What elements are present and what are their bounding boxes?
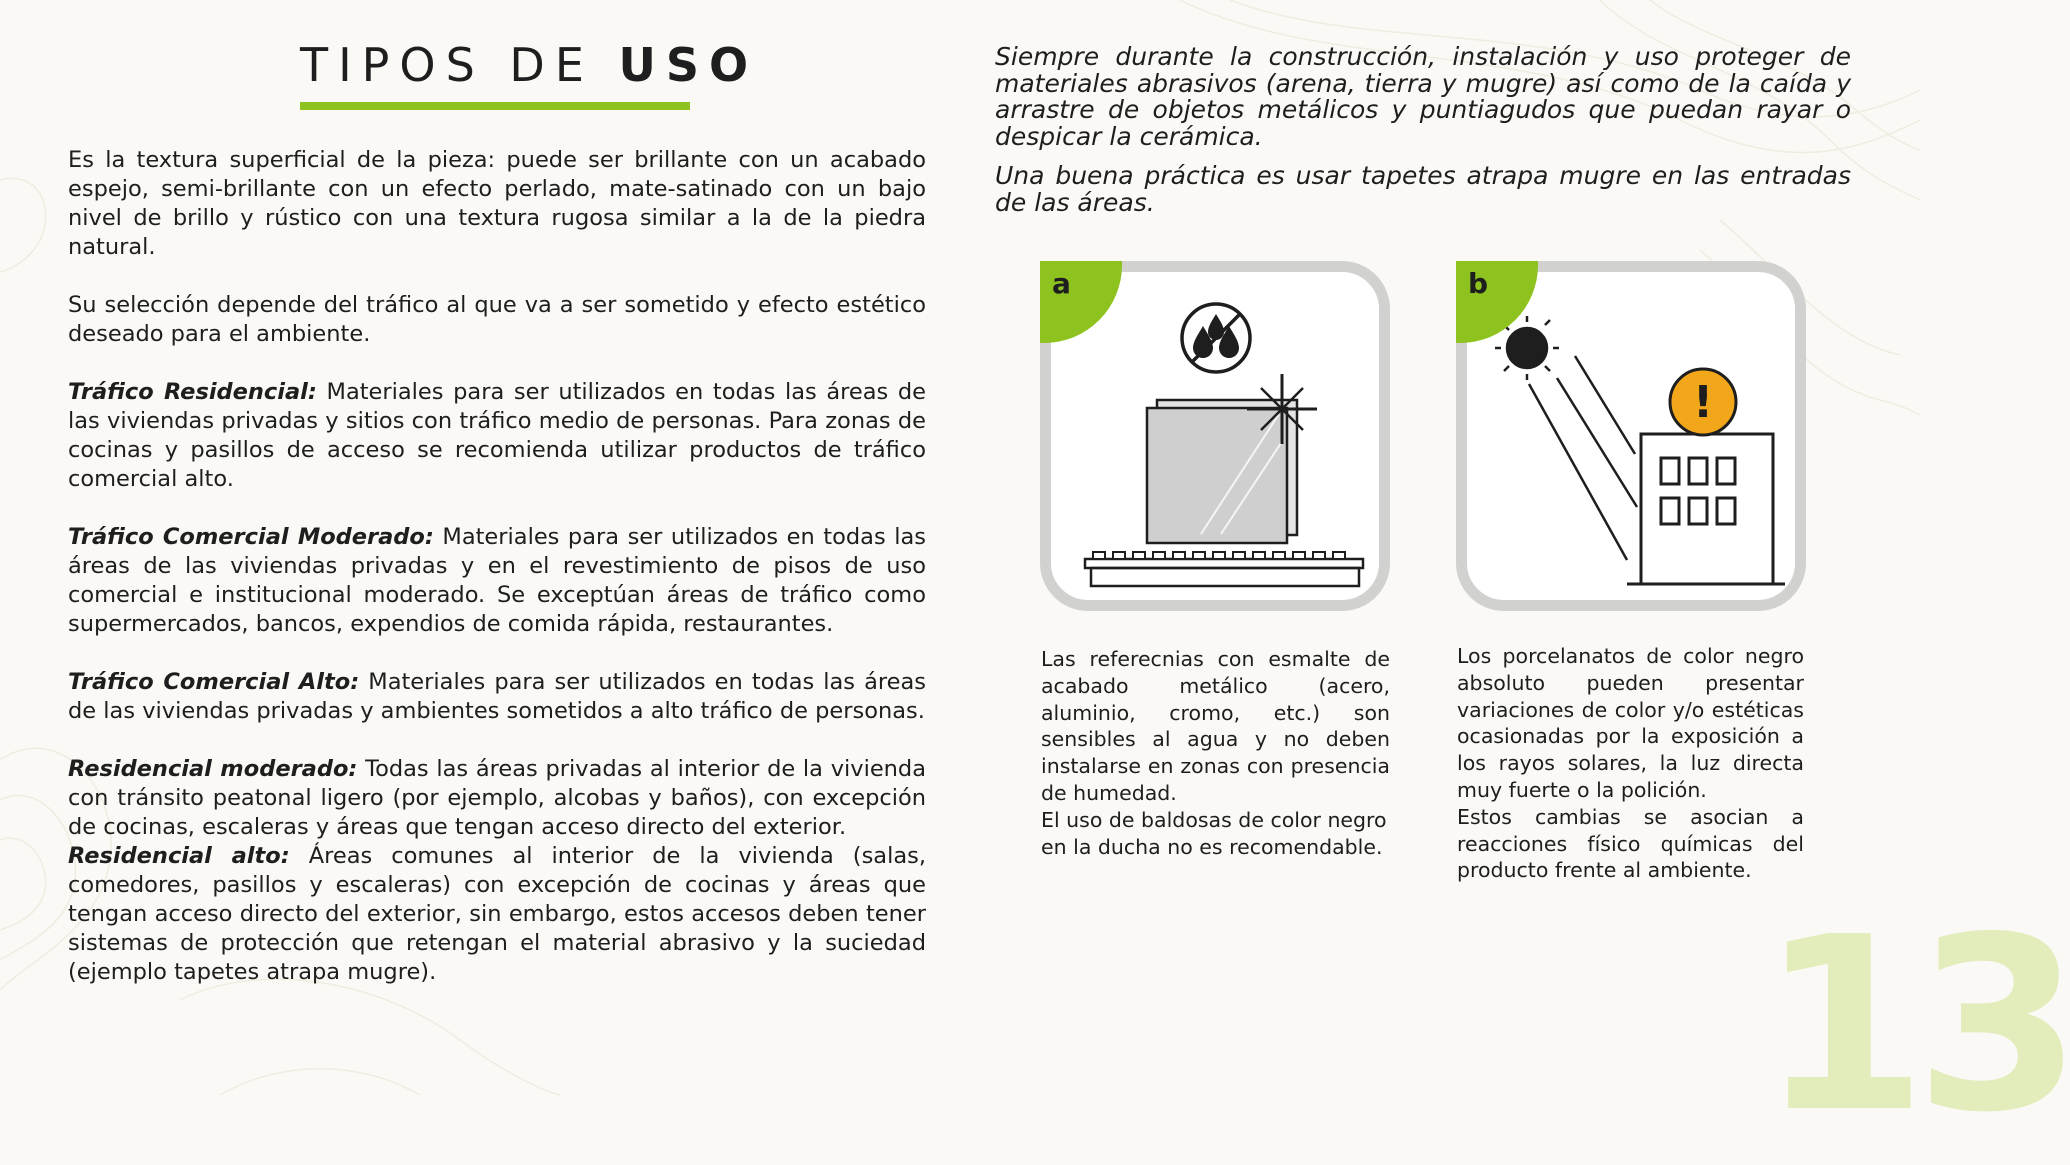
section-lead: Tráfico Comercial Alto:: [68, 669, 360, 695]
page-title-light: TIPOS DE: [300, 38, 594, 92]
page-title-block: [300, 38, 759, 110]
section-trafico-residencial: [68, 378, 926, 494]
card-a-illustration: [1051, 272, 1379, 600]
card-a-caption-1: Las referecnias con esmalte de acabado metálico (acero, aluminio, cromo, etc.) son sensibles al agua y no deben instalarse en zonas con presencia de humedad.: [1041, 647, 1390, 805]
page-number: 13: [1760, 885, 2070, 1165]
protection-paragraph: Siempre durante la construcción, instalación y uso proteger de materiales abrasivos (arena, tierra y mugre) así como de la caída y arrastre de objetos metálicos y puntiagudos que puedan rayar o despicar la cerámica.: [995, 42, 1851, 151]
section-trafico-comercial-moderado: [68, 523, 926, 639]
right-intro: [995, 44, 1851, 216]
good-practice-paragraph: Una buena práctica es usar tapetes atrapa mugre en las entradas de las áreas.: [995, 161, 1851, 217]
page-title-bold: USO: [618, 38, 759, 92]
building-icon: [1627, 434, 1785, 584]
section-trafico-comercial-alto: [68, 668, 926, 726]
section-text: Materiales para ser utilizados en todas las áreas de las viviendas privadas y en el revestimiento de pisos de uso comercial e institucional moderado. Se exceptúan áreas de tráfico como supermercados, bancos, expendios de comida rápida, restaurantes.: [68, 524, 926, 637]
card-a-letter: a: [1052, 267, 1071, 300]
left-column: [68, 146, 926, 987]
section-lead: Residencial moderado:: [68, 756, 358, 782]
card-a: [1040, 261, 1390, 611]
section-lead: Tráfico Comercial Moderado:: [68, 524, 434, 550]
section-lead: Tráfico Residencial:: [68, 379, 317, 405]
warning-glyph: !: [1692, 377, 1714, 428]
card-a-caption: [1041, 646, 1390, 860]
section-residencial-alto: [68, 842, 926, 987]
page-title: [300, 38, 759, 92]
metallic-tile-icon: [1147, 400, 1297, 543]
intro-paragraph: Es la textura superficial de la pieza: puede ser brillante con un acabado espejo, semi-brillante con un efecto perlado, mate-satinado con un bajo nivel de brillo y rústico con una textura rugosa similar a la de la piedra natural.: [68, 147, 926, 260]
card-b-caption-2: Estos cambias se asocian a reacciones físico químicas del producto frente al ambiente.: [1457, 804, 1804, 883]
section-lead: Residencial alto:: [68, 843, 290, 869]
section-text: Áreas comunes al interior de la vivienda (salas, comedores, pasillos y escaleras) con excepción de cocinas y áreas que tengan acceso directo del exterior, sin embargo, estos accesos deben tener sistemas de protección que retengan el material abrasivo y la suciedad (ejemplo tapetes atrapa mugre).: [68, 843, 926, 985]
selection-paragraph: Su selección depende del tráfico al que va a ser sometido y efecto estético deseado para el ambiente.: [68, 292, 926, 347]
sun-rays: [1529, 356, 1637, 560]
section-text: Materiales para ser utilizados en todas las áreas de las viviendas privadas y sitios con tráfico medio de personas. Para zonas de cocinas y pasillos de acceso se recomienda utilizar productos de tráfico comercial alto.: [68, 379, 926, 492]
shower-drain-icon: [1085, 552, 1363, 586]
card-b-caption-1: Los porcelanatos de color negro absoluto pueden presentar variaciones de color y/o estéticas ocasionadas por la exposición a los rayos solares, la luz directa muy fuerte o la polición.: [1457, 644, 1804, 802]
warning-icon: [1670, 369, 1736, 435]
no-water-icon: [1182, 304, 1250, 372]
card-a-caption-2: El uso de baldosas de color negro en la ducha no es recomendable.: [1041, 807, 1387, 859]
card-b-illustration: [1467, 272, 1795, 600]
section-text: Todas las áreas privadas al interior de la vivienda con tránsito peatonal ligero (por ejemplo, alcobas y baños), con excepción de cocinas, escaleras y áreas que tengan acceso directo del exterior.: [68, 756, 927, 840]
card-b-caption: [1457, 643, 1804, 884]
title-underline: [300, 102, 690, 110]
card-b-letter: b: [1468, 267, 1489, 300]
section-residencial-moderado: [68, 755, 926, 842]
section-text: Materiales para ser utilizados en todas las áreas de las viviendas privadas y ambientes sometidos a alto tráfico de personas.: [68, 669, 926, 724]
card-b: [1456, 261, 1806, 611]
